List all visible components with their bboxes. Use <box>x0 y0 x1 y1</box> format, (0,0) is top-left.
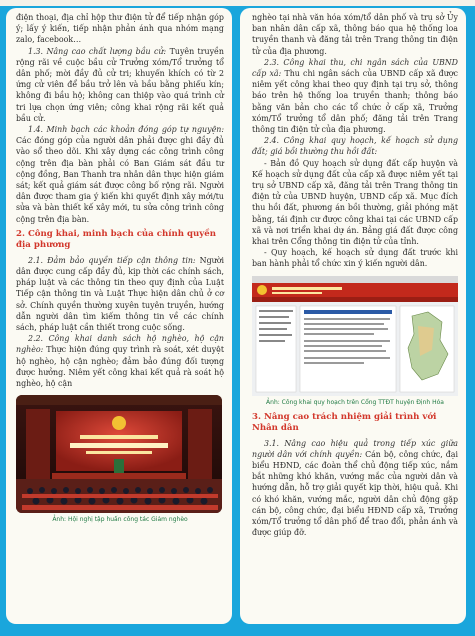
left-page <box>6 8 232 624</box>
section-heading: 2. Công khai, minh bạch của chính quyền địa phương <box>16 228 216 251</box>
section-heading: 3. Nâng cao trách nhiệm giải trình với Nhân dân <box>252 411 437 434</box>
right-page <box>240 8 466 624</box>
paragraph <box>16 333 224 389</box>
photo-caption: Ảnh: Hội nghị tập huấn công tác Giảm nghèo <box>52 516 188 524</box>
subheading: 1.4. Minh bạch các khoản đóng góp tự nguyện: <box>28 125 224 135</box>
paragraph-body: Cán bộ, công chức, đại biểu HĐND, các đoàn thể chủ động tiếp xúc, nắm bắt những khó khăn, vướng mắc của người dân và hướng dẫn, hỗ trợ giải quyết kịp thời, hiệu quả. Khi có khó khăn, vướng mắc, người dân chủ động gặp cán bộ, công chức, đại biểu HĐND cấp xã, Trưởng xóm/Tổ trưởng tổ dân phố để trao đổi, phản ánh và được giúp đỡ. <box>252 449 458 538</box>
conference-hall-image <box>16 395 222 513</box>
paragraph-body: Người dân được cung cấp đầy đủ, kịp thời các chính sách, pháp luật và các thông tin theo quy định của Luật Tiếp cận thông tin và Luật Thực hiện dân chủ ở cơ sở. Chính quyền thường xuyên tuyên truyền, hướng dẫn người dân tìm kiếm thông tin về các chính sách, pháp luật cần thiết trong cuộc sống. <box>16 255 224 333</box>
paragraph <box>16 255 224 333</box>
paragraph: nghèo tại nhà văn hóa xóm/tổ dân phố và trụ sở Ủy ban nhân dân cấp xã, thông báo qua hệ thống loa truyền thanh và đăng tải trên Trang thông tin điện tử của địa phương. <box>252 13 458 56</box>
website-screenshot <box>252 276 458 396</box>
paragraph-body: Các đóng góp của người dân phải được ghi đầy đủ vào sổ theo dõi. Khi xây dựng các công trình công cộng trên địa bàn phải có Ban Giám sát đầu tư cộng đồng, Ban Thanh tra nhân dân thực hiện giám sát; kết quả giám sát được công bố rộng rãi. Người dân được tham gia ý kiến khi quyết định xây mới/tu sửa và bàn thiết kế xây mới, tu sửa công trình công cộng trên địa bàn. <box>16 136 224 224</box>
paragraph <box>252 438 458 539</box>
subheading: 2.1. Đảm bảo quyền tiếp cận thông tin: <box>28 255 196 265</box>
paragraph <box>16 124 224 225</box>
subheading: 2.2. Công khai danh sách hộ nghèo, hộ cận nghèo: <box>16 334 224 355</box>
page-top-edge <box>0 0 475 6</box>
subheading: 3.1. Nâng cao hiệu quả trong tiếp xúc giữa người dân với chính quyền: <box>252 438 458 459</box>
paragraph: - Quy hoạch, kế hoạch sử dụng đất trước khi ban hành phải tổ chức xin ý kiến người dân. <box>252 248 458 269</box>
paragraph-body: Tuyên truyền rộng rãi về cuộc bầu cử Trưởng xóm/Tổ trưởng tổ dân phố; mời đầy đủ cử tri; khuyến khích có từ 2 ứng cử viên để bầu trở lên và bầu bằng phiếu kín; không đi bầu hộ; không can thiệp vào quá trình cử tri lựa chọn ứng viên; công khai rộng rãi kết quả bầu cử. <box>16 46 224 123</box>
subheading: 2.4. Công khai quy hoạch, kế hoạch sử dụng đất; giá bồi thường thu hồi đất: <box>252 136 458 157</box>
paragraph <box>252 135 458 157</box>
subheading: 1.3. Nâng cao chất lượng bầu cử: <box>28 46 167 56</box>
paragraph <box>16 46 224 124</box>
web-portal-image <box>252 276 458 396</box>
subheading: 2.3. Công khai thu, chi ngân sách của UBND cấp xã: <box>252 57 458 79</box>
photo-caption: Ảnh: Công khai quy hoạch trên Cổng TTĐT huyện Định Hóa <box>266 398 444 406</box>
conference-photo <box>16 395 222 513</box>
paragraph-body: Thực hiện đúng quy trình rà soát, xét duyệt hộ nghèo, hộ cận nghèo; đảm bảo đúng đối tượng được hưởng. Niêm yết công khai kết quả rà soát hộ nghèo, hộ cận <box>16 345 224 389</box>
paragraph-body: Thu chi ngân sách của UBND cấp xã được niêm yết công khai theo quy định tại trụ sở, thông báo trên hệ thống loa truyền thanh; thông báo bằng văn bản cho các tổ chức ở cấp xã, Trưởng xóm/Tổ trưởng tổ dân phố; đăng tải trên Trang thông tin điện tử của địa phương. <box>252 69 458 135</box>
paragraph: - Bản đồ Quy hoạch sử dụng đất cấp huyện và Kế hoạch sử dụng đất của cấp xã được niêm yết tại trụ sở UBND cấp xã, đăng tải trên Trang thông tin điện tử của UBND huyện, UBND cấp xã. Mục đích thu hồi đất, phương án bồi thường, giải phóng mặt bằng, tái định cư được công khai tại các UBND cấp xã và nơi triển khai dự án. Bảng giá đất được công khai trên Cổng thông tin điện tử của tỉnh. <box>252 158 458 247</box>
paragraph: điện thoại, địa chỉ hộp thư điện tử để tiếp nhận góp ý; lấy ý kiến, tiếp nhận phản ánh qua nhóm mạng zalo, facebook… <box>16 13 224 45</box>
paragraph <box>252 57 458 135</box>
